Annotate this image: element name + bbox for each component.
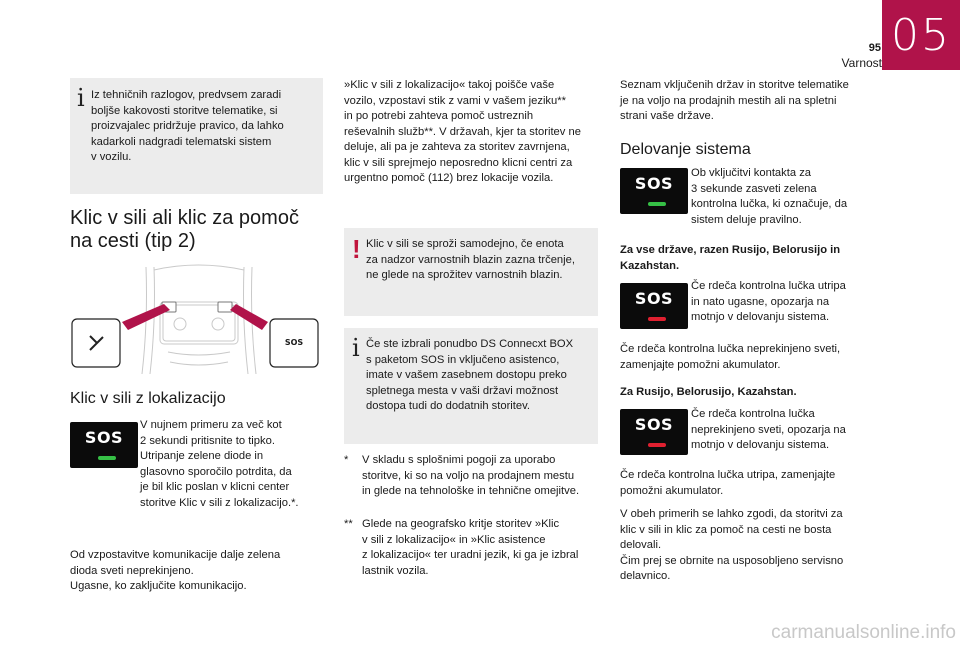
info-box-connect-box (344, 328, 598, 444)
sos-instructions: V nujnem primeru za več kot 2 sekundi pritisnite to tipko. Utripanje zelene diode in glasovno sporočilo potrdita, da je bil klic poslan v klicni center storitve Klic v sili z lokalizacijo.*. (140, 419, 299, 509)
sos-button-red-1: SOS (620, 283, 688, 329)
console-sos-button-label: SOS (284, 338, 304, 347)
subheading-russia: Za Rusijo, Belorusijo, Kazahstan. (620, 386, 797, 398)
section-name: Varnost (841, 56, 882, 70)
operation-text-red-2: Če rdeča kontrolna lučka neprekinjeno sveti, opozarja na motnjo v delovanju sistema. (691, 408, 846, 451)
page-number: 95 (868, 42, 881, 54)
service-text: V obeh primerih se lahko zgodi, da storitvi za klic v sili in klic za pomoč na cesti ne bosta delovali. Čim prej se obrnite na usposobljeno servisno delavnico. (620, 508, 844, 582)
footnote-1: V skladu s splošnimi pogoji za uporabo storitve, ki so na voljo na prodajnem mestu in glede na tehnološke in tehnične omejitve. (362, 454, 580, 497)
info-icon: i (352, 334, 360, 362)
info-icon: i (77, 84, 85, 112)
page-title: Klic v sili ali klic za pomoč na cesti (tip 2) (70, 207, 299, 252)
localized-call-description: »Klic v sili z lokalizacijo« takoj poišče vaše vozilo, vzpostavi stik z vami v vašem jeziku** in po potrebi zahteva pomoč ustreznih reševalnih služb**. V državah, kjer ta storitev ne deluje, ali pa je zahteva za storitev zavrnjena, klic v sili sprejmejo neposredno klicni centri za urgentno pomoč (112) brez lokacije vozila. (344, 79, 581, 184)
warning-box-airbag (344, 228, 598, 316)
operation-text-red-1: Če rdeča kontrolna lučka utripa in nato ugasne, opozarja na motnjo v delovanju sistema. (691, 280, 846, 323)
watermark: carmanualsonline.info (771, 622, 956, 643)
console-illustration (70, 262, 320, 380)
communication-text: Od vzpostavitve komunikacije dalje zelena dioda sveti neprekinjeno. Ugasne, ko zaključite komunikacijo. (70, 549, 281, 592)
footnote-2-mark: ** (344, 518, 353, 530)
led-green (98, 456, 116, 460)
console-drawing (70, 262, 320, 380)
sos-button-red-2: SOS (620, 409, 688, 455)
info-box-technical (70, 78, 323, 194)
subheading-all-countries: Za vse države, razen Rusijo, Belorusijo in Kazahstan. (620, 244, 841, 272)
sos-button: SOS (70, 422, 138, 468)
warning-text-airbag: Klic v sili se sproži samodejno, če enota za nadzor varnostnih blazin zazna trčenje, ne glede na sprožitev varnostnih blazin. (366, 238, 575, 281)
info-text-technical: Iz tehničnih razlogov, predvsem zaradi boljše kakovosti storitve telematike, si proizvajalec pridržuje pravico, da lahko kadarkoli nadgradi telematski sistem v vozilu. (91, 89, 284, 163)
led-green (648, 202, 666, 206)
footnote-1-mark: * (344, 454, 349, 466)
heading-system-operation: Delovanje sistema (620, 141, 751, 158)
chapter-tab: 05 (882, 0, 960, 70)
countries-list-text: Seznam vključenih držav in storitve telematike je na voljo na prodajnih mestih ali na spletni strani vaše države. (620, 79, 849, 122)
led-red (648, 317, 666, 321)
operation-text-green: Ob vključitvi kontakta za 3 sekunde zasveti zelena kontrolna lučka, ki označuje, da sistem deluje pravilno. (691, 167, 848, 226)
battery-text-1: Če rdeča kontrolna lučka neprekinjeno sveti, zamenjajte pomožni akumulator. (620, 343, 841, 371)
subtitle-emergency-call: Klic v sili z lokalizacijo (70, 390, 226, 407)
footnote-2: Glede na geografsko kritje storitev »Klic v sili z lokalizacijo« in »Klic asistence z lokalizacijo« ter uradni jezik, ki ga je izbral lastnik vozila. (362, 518, 579, 577)
led-red (648, 443, 666, 447)
warning-icon: ! (352, 234, 361, 264)
info-text-connect-box: Če ste izbrali ponudbo DS Connecxt BOX s paketom SOS in vključeno asistenco, imate v vašem zasebnem dostopu preko spletnega mesta v vaši državi možnost dostopa tudi do dodatnih storitev. (366, 338, 574, 412)
sos-button-green: SOS (620, 168, 688, 214)
battery-text-2: Če rdeča kontrolna lučka utripa, zamenjajte pomožni akumulator. (620, 469, 836, 497)
